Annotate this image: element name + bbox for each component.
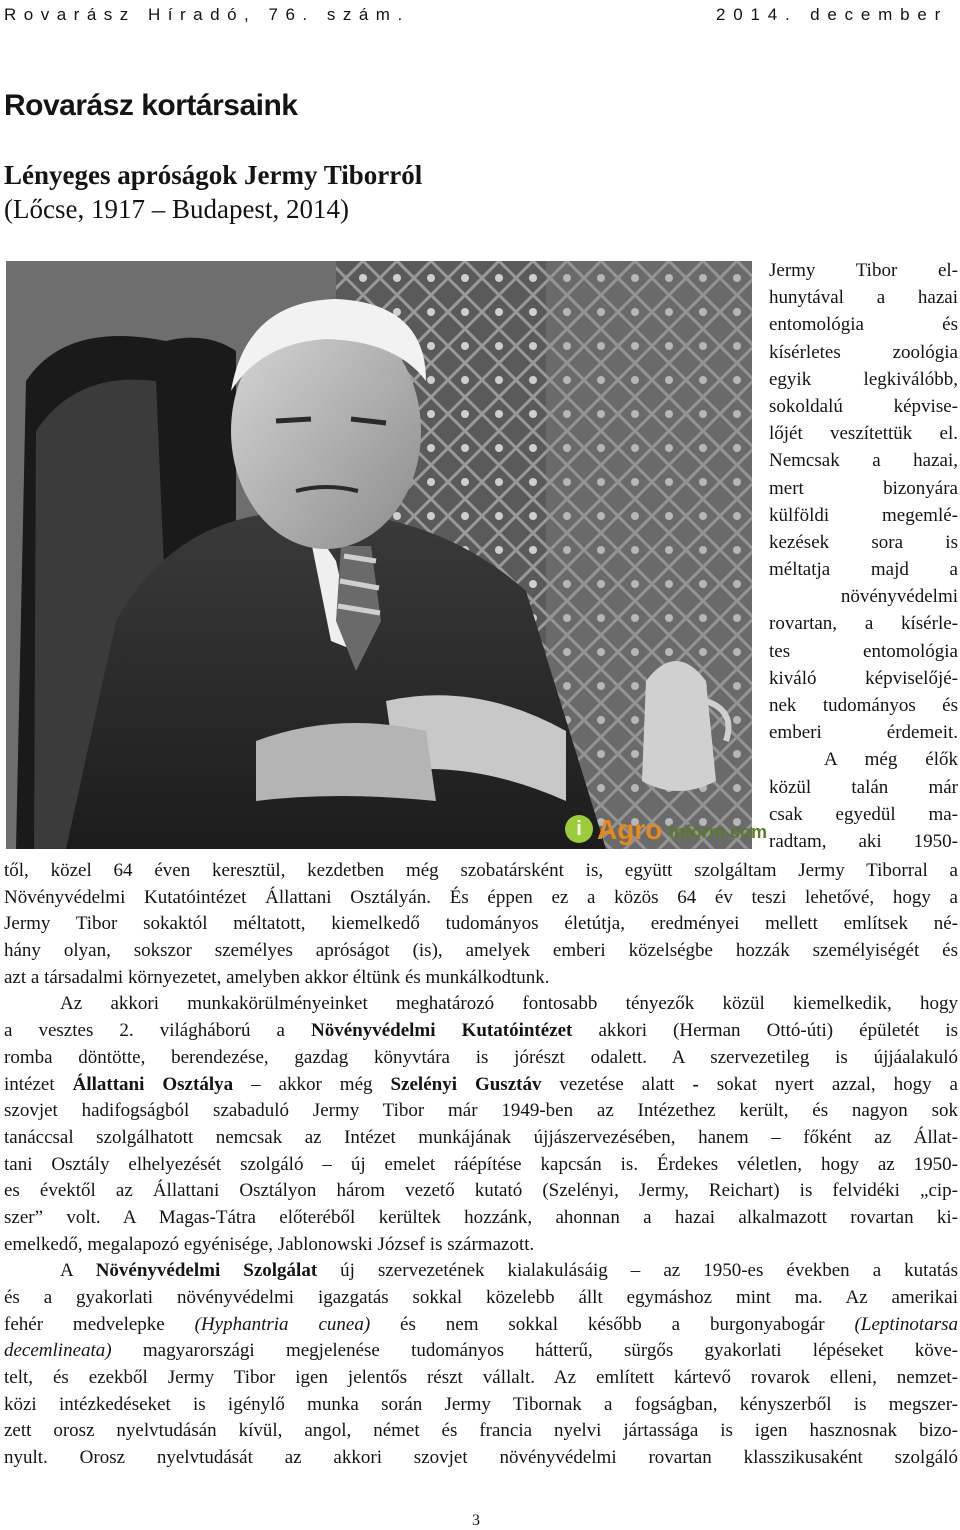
body-line bbox=[4, 965, 958, 992]
body-text: tani Osztály elhelyezését szolgáló – új emelet ráépítése kapcsán is. Érdekes véletlen, hogy az 1950- bbox=[4, 1153, 958, 1175]
body-line bbox=[4, 1418, 958, 1445]
body-text: Az akkori munkakörülményeinket meghatározó fontosabb tényezők közül kiemelkedik, hogy bbox=[60, 993, 958, 1015]
sidebar-line: kiváló képviselőjé- bbox=[769, 667, 958, 689]
sidebar-line: radtam, aki 1950- bbox=[769, 830, 958, 852]
body-line bbox=[4, 1205, 958, 1232]
page-number: 3 bbox=[472, 1512, 480, 1529]
sidebar-line: hunytával a hazai bbox=[769, 287, 958, 309]
sidebar-line: nek tudományos és bbox=[769, 695, 958, 716]
bold-text: Állattani Osztálya bbox=[72, 1073, 234, 1095]
sidebar-line: méltatja majd a bbox=[769, 559, 958, 581]
body-text: hány olyan, sokszor személyes apróságot (is), amelyek emberi közelségbe hozzák személyiségét és bbox=[4, 940, 958, 962]
body-line bbox=[4, 1312, 958, 1339]
body-line bbox=[4, 1365, 958, 1392]
sidebar-line: tes entomológia bbox=[769, 640, 958, 662]
sidebar-line: lőjét veszítettük el. bbox=[769, 423, 958, 445]
body-text: és a gyakorlati növényvédelmi igazgatás sokkal közelebb állt egymáshoz mint ma. Az amerikai bbox=[4, 1287, 958, 1308]
body-line bbox=[4, 1445, 958, 1472]
sidebar-line: A még élők bbox=[824, 749, 958, 771]
body-line bbox=[4, 1045, 958, 1072]
article-title-line2: (Lőcse, 1917 – Budapest, 2014) bbox=[4, 194, 349, 224]
body-text: – akkor még bbox=[233, 1073, 391, 1095]
body-text: A bbox=[60, 1260, 96, 1282]
sidebar-line: mert bizonyára bbox=[769, 477, 958, 499]
issue-date: 2014. december bbox=[716, 5, 949, 24]
body-text: közi intézkedéseket is igénylő munka során Jermy Tibornak a fogságban, kényszerből is megszer- bbox=[4, 1393, 958, 1415]
body-text: szer” volt. A Magas-Tátra előteréből kerültek hozzánk, ahonnan a hazai alkalmazott rovartan ki- bbox=[4, 1206, 958, 1228]
sidebar-line: növényvédelmi bbox=[840, 586, 958, 608]
body-line bbox=[4, 885, 958, 912]
body-text: es évektől az Állattani Osztályon három vezető kutató (Szelényi, Jermy, Reichart) is felvidéki „cip- bbox=[4, 1180, 958, 1202]
body-text: vezetése alatt bbox=[541, 1073, 693, 1095]
sidebar-line: Nemcsak a hazai, bbox=[769, 450, 958, 472]
logo-text-agro: Agro bbox=[597, 814, 663, 845]
body-text: Jermy Tibor sokaktól méltatott, kiemelkedő tudományos életútja, eredményei mellett említsek né- bbox=[4, 913, 958, 935]
body-line bbox=[4, 1098, 958, 1125]
sidebar-line: entomológia és bbox=[769, 314, 958, 336]
italic-text: (Hyphantria cunea) bbox=[194, 1313, 371, 1335]
body-text: fehér medvelepke bbox=[4, 1313, 195, 1335]
body-line bbox=[4, 1125, 958, 1152]
sidebar-line: kísérletes zoológia bbox=[769, 341, 958, 363]
body-line bbox=[4, 938, 958, 965]
body-line bbox=[4, 1178, 958, 1205]
body-text: szovjet hadifogságból szabaduló Jermy Tibor már 1949-ben az Intézethez került, és nagyon sok bbox=[4, 1100, 958, 1122]
sidebar-line: egyik legkiválóbb, bbox=[769, 368, 958, 390]
sidebar-line: sokoldalú képvise- bbox=[769, 395, 958, 417]
bold-text: Növényvédelmi Szolgálat bbox=[95, 1260, 318, 1282]
body-text: azt a társadalmi környezetet, amelyben akkor éltünk és munkálkodtunk. bbox=[4, 966, 550, 988]
body-line bbox=[4, 1018, 958, 1045]
body-text: zett orosz nyelvtudásán kívül, angol, német és francia nyelvi jártassága is igen hasznosnak bizo- bbox=[4, 1420, 958, 1442]
sidebar-line: csak egyedül ma- bbox=[769, 803, 958, 825]
portrait-photo-icon bbox=[6, 261, 752, 849]
body-line bbox=[4, 1152, 958, 1179]
body-line bbox=[4, 858, 958, 885]
body-text: a vesztes 2. világháború a bbox=[4, 1020, 311, 1042]
body-text: től, közel 64 éven keresztül, kezdetben még szobatársként is, együtt szolgáltam Jermy Tiborral a bbox=[4, 860, 958, 881]
body-text: sokat nyert azzal, hogy a bbox=[698, 1073, 958, 1095]
italic-text: decemlineata) bbox=[4, 1340, 112, 1362]
body-text: és nem sokkal később a burgonyabogár bbox=[370, 1313, 855, 1335]
body-text: intézet bbox=[4, 1073, 73, 1095]
journal-issue: Rovarász Híradó, 76. szám. bbox=[4, 5, 410, 24]
body-text: Növényvédelmi Kutatóintézet Állattani Osztályán. És éppen ez a közös 64 év teszi lehetővé, hogy a bbox=[4, 886, 958, 908]
body-line bbox=[4, 1338, 958, 1365]
logo-text-inform: inform.com bbox=[669, 822, 768, 842]
body-text: magyarországi megjelenése tudományos hátterű, sürgős gyakorlati lépéseket köve- bbox=[111, 1340, 958, 1362]
body-line bbox=[4, 1285, 958, 1312]
sidebar-line: kezések sora is bbox=[769, 531, 958, 553]
portrait-photo bbox=[6, 261, 752, 849]
body-text: telt, és ezekből Jermy Tibor igen jelentős részt vállalt. Az említett kártevő rovarok elleni, nemzet- bbox=[4, 1367, 958, 1389]
body-text: romba döntötte, berendezése, gazdag könyvtára is jórészt odalett. A szervezetileg is újjáalakuló bbox=[4, 1046, 958, 1068]
sidebar-text bbox=[769, 257, 958, 855]
body-text: emelkedő, megalapozó egyénisége, Jablonowski József is származott. bbox=[4, 1233, 535, 1255]
sidebar-line: Jermy Tibor el- bbox=[769, 260, 958, 281]
bold-text: Növényvédelmi Kutatóintézet bbox=[311, 1020, 573, 1042]
sidebar-line: külföldi megemlé- bbox=[769, 504, 958, 526]
body-text: új szervezetének kialakulásáig – az 1950-es években a kutatás bbox=[317, 1260, 958, 1282]
body-line bbox=[4, 1072, 958, 1099]
bold-text: - bbox=[692, 1073, 699, 1095]
section-title: Rovarász kortársaink bbox=[4, 89, 298, 122]
body-line bbox=[4, 1392, 958, 1419]
body-text: tanáccsal szolgálhatott nemcsak az Intézet munkájának újjászervezésében, hanem – főként az Állat- bbox=[4, 1126, 958, 1148]
article-body bbox=[4, 858, 958, 1472]
body-text: nyult. Orosz nyelvtudását az akkori szovjet növényvédelmi rovartan klasszikusaként szolgáló bbox=[4, 1447, 958, 1469]
article-title-line1: Lényeges apróságok Jermy Tiborról bbox=[4, 160, 423, 190]
running-header bbox=[4, 4, 956, 26]
article-title bbox=[4, 158, 422, 226]
sidebar-line: rovartan, a kísérle- bbox=[769, 613, 958, 635]
logo-mark-icon: i bbox=[565, 815, 593, 843]
bold-text: Szelényi Gusztáv bbox=[390, 1073, 542, 1095]
body-line bbox=[4, 991, 958, 1018]
body-text: akkori (Herman Ottó-úti) épületét is bbox=[572, 1020, 959, 1042]
italic-text: (Leptinotarsa bbox=[854, 1313, 958, 1335]
sidebar-line: emberi érdemeit. bbox=[769, 722, 958, 744]
sidebar-line: közül talán már bbox=[769, 776, 958, 798]
body-line bbox=[4, 1258, 958, 1285]
body-line bbox=[4, 1232, 958, 1259]
body-line bbox=[4, 911, 958, 938]
agroinform-logo bbox=[565, 811, 768, 849]
